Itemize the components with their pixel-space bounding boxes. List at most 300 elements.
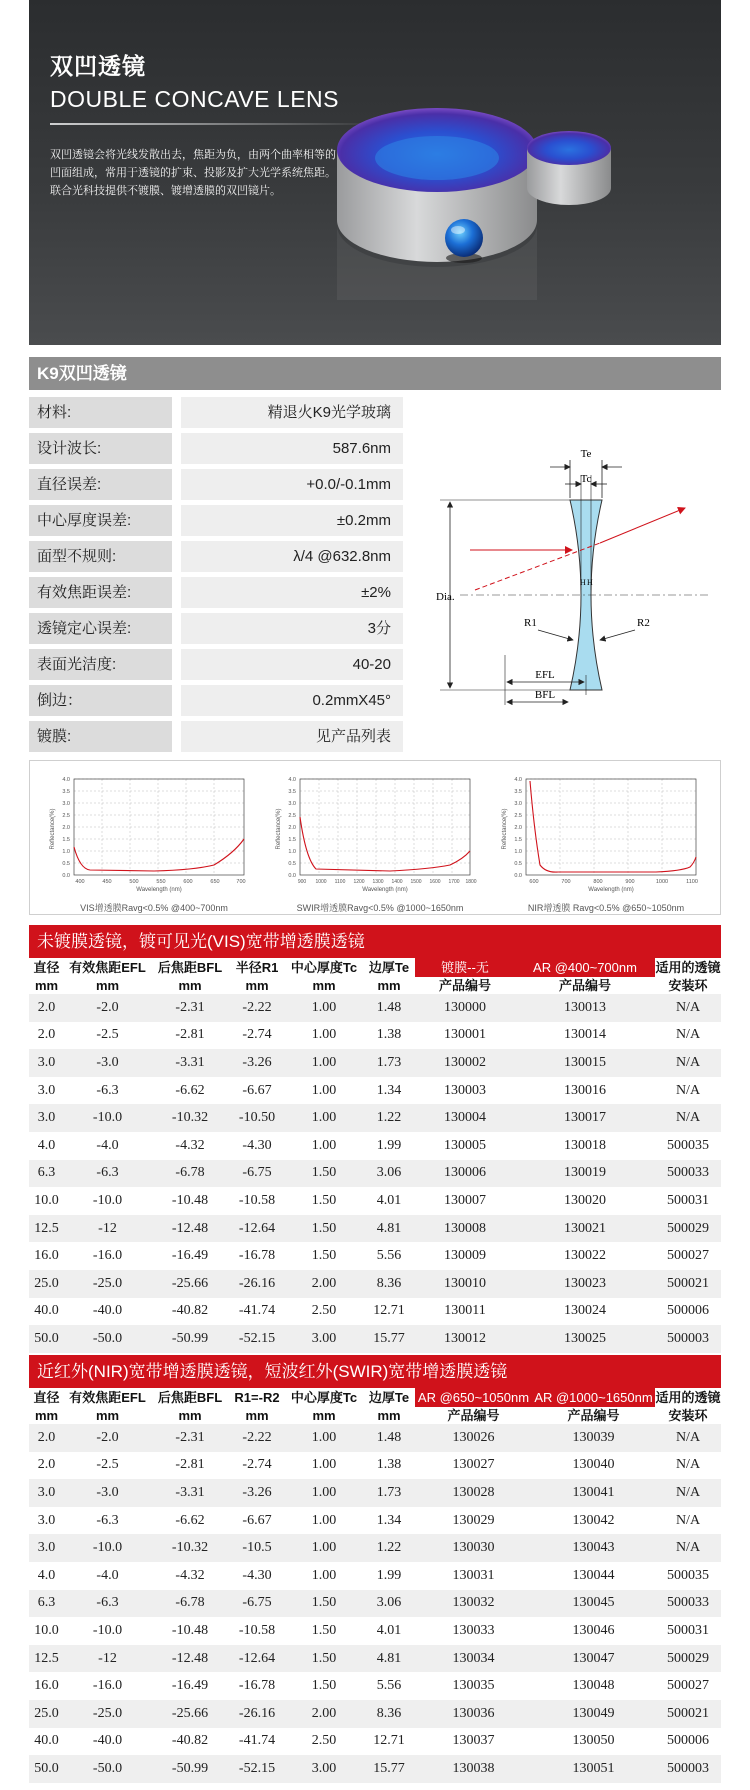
table-cell: 130025 [515, 1325, 655, 1353]
table-row [29, 1534, 721, 1562]
table-row [29, 1728, 721, 1756]
table2-title: 近红外(NIR)宽带增透膜透镜，短波红外(SWIR)宽带增透膜透镜 [29, 1355, 721, 1388]
table-cell: -10.48 [151, 1187, 229, 1215]
table-cell: -52.15 [229, 1755, 285, 1783]
table-cell: -40.82 [151, 1298, 229, 1326]
table-cell: 130021 [515, 1215, 655, 1243]
table-cell: -2.0 [64, 1424, 151, 1452]
table-cell: 2.0 [29, 1424, 64, 1452]
th-unit: mm [285, 1407, 363, 1424]
ytick: 4.0 [288, 777, 296, 783]
table-row [29, 1755, 721, 1783]
table-row [29, 1617, 721, 1645]
table1-title: 未镀膜透镜，镀可见光(VIS)宽带增透膜透镜 [29, 925, 721, 958]
table-cell: 16.0 [29, 1672, 64, 1700]
reflectance-curves [29, 760, 721, 915]
table-cell: -3.0 [64, 1049, 151, 1077]
table-cell: -4.0 [64, 1132, 151, 1160]
table-cell: 40.0 [29, 1298, 64, 1326]
table-cell: N/A [655, 1452, 721, 1480]
table-cell: 500027 [655, 1672, 721, 1700]
table-row [29, 994, 721, 1022]
table-cell: -10.48 [151, 1617, 229, 1645]
table-cell: 1.34 [363, 1077, 415, 1105]
table-cell: 1.99 [363, 1562, 415, 1590]
table-row [29, 1022, 721, 1050]
ytick: 0.5 [288, 861, 296, 867]
th-unit: mm [229, 977, 285, 994]
xtick: 700 [561, 879, 571, 885]
table-cell: 1.00 [285, 1562, 363, 1590]
xlabel: Wavelength (nm) [588, 887, 634, 893]
table-cell: 1.22 [363, 1104, 415, 1132]
label-te: Te [580, 448, 592, 460]
table-cell: 130012 [415, 1325, 515, 1353]
table-cell: 4.01 [363, 1187, 415, 1215]
th-coating-1: 镀膜--无 [415, 958, 515, 977]
table-row [29, 1507, 721, 1535]
xtick: 1300 [372, 879, 384, 885]
table-cell: -50.99 [151, 1755, 229, 1783]
th-te: 边厚Te [363, 1388, 415, 1407]
table2 [29, 1388, 721, 1783]
th-mount: 适用的透镜 [655, 1390, 721, 1405]
spec-value: +0.0/-0.1mm [181, 469, 403, 500]
table-cell: -41.74 [229, 1298, 285, 1326]
table-cell: -25.0 [64, 1270, 151, 1298]
table-cell: -2.5 [64, 1452, 151, 1480]
table-cell: 1.00 [285, 1479, 363, 1507]
spec-value: 3分 [181, 613, 403, 644]
th-dia: 直径 [29, 958, 64, 977]
table-cell: -6.78 [151, 1590, 229, 1618]
swir-curve [270, 769, 480, 897]
table-cell: -12 [64, 1645, 151, 1673]
table-cell: -2.74 [229, 1022, 285, 1050]
table-cell: -12.48 [151, 1215, 229, 1243]
spec-row [29, 721, 403, 752]
th-coating-2: AR @400~700nm [515, 958, 655, 977]
table-cell: 1.50 [285, 1187, 363, 1215]
table-cell: 130044 [532, 1562, 655, 1590]
table-cell: -40.0 [64, 1298, 151, 1326]
table-cell: 1.50 [285, 1590, 363, 1618]
table-row [29, 1132, 721, 1160]
ytick: 3.5 [288, 789, 296, 795]
table-cell: 130032 [415, 1590, 532, 1618]
table-cell: 130001 [415, 1022, 515, 1050]
table-cell: -52.15 [229, 1325, 285, 1353]
table-cell: -6.67 [229, 1507, 285, 1535]
table1 [29, 958, 721, 1353]
th-r: R1=-R2 [229, 1388, 285, 1407]
table-cell: 500006 [655, 1298, 721, 1326]
table-cell: 3.06 [363, 1160, 415, 1188]
th-coating-2: AR @1000~1650nm [532, 1388, 655, 1407]
table-row [29, 1187, 721, 1215]
table-cell: 1.73 [363, 1479, 415, 1507]
table-row [29, 1590, 721, 1618]
xtick: 1100 [334, 879, 346, 885]
table-cell: 130041 [532, 1479, 655, 1507]
xtick: 550 [156, 879, 166, 885]
table-cell: 25.0 [29, 1270, 64, 1298]
xtick: 1600 [429, 879, 441, 885]
table-cell: 2.50 [285, 1298, 363, 1326]
table-cell: 12.5 [29, 1215, 64, 1243]
spec-row [29, 433, 403, 464]
th-unit: mm [64, 1407, 151, 1424]
table-cell: -10.50 [229, 1104, 285, 1132]
table-cell: 130028 [415, 1479, 532, 1507]
table-cell: 130002 [415, 1049, 515, 1077]
label-h1: H [580, 578, 586, 587]
table-cell: 130011 [415, 1298, 515, 1326]
th-mount-2: 安装环 [655, 977, 721, 994]
table-cell: -2.31 [151, 1424, 229, 1452]
table-cell: 500003 [655, 1755, 721, 1783]
table-cell: -50.99 [151, 1325, 229, 1353]
ytick: 3.5 [514, 789, 522, 795]
table-cell: 130033 [415, 1617, 532, 1645]
spec-label: 面型不规则: [29, 541, 172, 572]
ytick: 1.5 [288, 837, 296, 843]
th-part-no: 产品编号 [532, 1407, 655, 1424]
table-cell: 130000 [415, 994, 515, 1022]
ytick: 4.0 [62, 777, 70, 783]
spec-row [29, 505, 403, 536]
table-cell: 500033 [655, 1160, 721, 1188]
table-cell: 130036 [415, 1700, 532, 1728]
table-cell: -10.5 [229, 1534, 285, 1562]
th-tc: 中心厚度Tc [285, 1388, 363, 1407]
table-cell: -16.78 [229, 1672, 285, 1700]
table-cell: 1.50 [285, 1215, 363, 1243]
table-cell: -50.0 [64, 1325, 151, 1353]
ytick: 3.0 [288, 801, 296, 807]
table-cell: 130015 [515, 1049, 655, 1077]
table-cell: 3.0 [29, 1507, 64, 1535]
table-cell: -4.0 [64, 1562, 151, 1590]
table-cell: N/A [655, 994, 721, 1022]
ytick: 2.0 [288, 825, 296, 831]
table-cell: 130013 [515, 994, 655, 1022]
table-cell: 6.3 [29, 1590, 64, 1618]
hero-desc-line: 联合光科技提供不镀膜、镀增透膜的双凹镜片。 [50, 185, 281, 197]
table-cell: -12.64 [229, 1645, 285, 1673]
th-efl: 有效焦距EFL [64, 958, 151, 977]
table-cell: -6.62 [151, 1507, 229, 1535]
th-unit: mm [151, 977, 229, 994]
table-cell: 130017 [515, 1104, 655, 1132]
spec-label: 表面光洁度: [29, 649, 172, 680]
table-row [29, 1325, 721, 1353]
ytick: 1.5 [514, 837, 522, 843]
table-cell: 500029 [655, 1645, 721, 1673]
table-cell: -2.22 [229, 994, 285, 1022]
th-part-no: 产品编号 [415, 1407, 532, 1424]
table-cell: 1.00 [285, 994, 363, 1022]
table-cell: 3.06 [363, 1590, 415, 1618]
table-cell: -6.3 [64, 1507, 151, 1535]
table-row [29, 1298, 721, 1326]
table-cell: -40.82 [151, 1728, 229, 1756]
table-cell: -26.16 [229, 1270, 285, 1298]
spec-value: ±0.2mm [181, 505, 403, 536]
nir-curve [496, 769, 706, 897]
table-cell: 130026 [415, 1424, 532, 1452]
lens-product-photo [329, 70, 721, 345]
label-efl: EFL [535, 669, 555, 681]
table-cell: -12.64 [229, 1215, 285, 1243]
table-cell: 1.73 [363, 1049, 415, 1077]
th-part-no: 产品编号 [515, 977, 655, 994]
spec-value: 0.2mmX45° [181, 685, 403, 716]
table-cell: 130004 [415, 1104, 515, 1132]
table-cell: N/A [655, 1479, 721, 1507]
table-cell: 130038 [415, 1755, 532, 1783]
table-cell: 1.00 [285, 1049, 363, 1077]
label-tc: Tc [580, 473, 592, 485]
table-cell: 3.0 [29, 1049, 64, 1077]
table-cell: 130005 [415, 1132, 515, 1160]
table-cell: N/A [655, 1424, 721, 1452]
table-cell: 130031 [415, 1562, 532, 1590]
spec-row [29, 685, 403, 716]
table-cell: 1.00 [285, 1534, 363, 1562]
table-cell: 3.00 [285, 1325, 363, 1353]
th-unit: mm [151, 1407, 229, 1424]
th-bfl: 后焦距BFL [151, 1388, 229, 1407]
table-cell: 1.00 [285, 1022, 363, 1050]
xlabel: Wavelength (nm) [136, 887, 182, 893]
table-cell: -6.3 [64, 1160, 151, 1188]
ylabel: Reflectance(%) [276, 808, 282, 850]
spec-label: 中心厚度误差: [29, 505, 172, 536]
table-cell: 500006 [655, 1728, 721, 1756]
table-cell: 130048 [532, 1672, 655, 1700]
ytick: 3.0 [62, 801, 70, 807]
table-row [29, 1700, 721, 1728]
label-r1: R1 [524, 617, 537, 629]
th-part-no: 产品编号 [415, 977, 515, 994]
hero-desc-line: 双凹透镜会将光线发散出去，焦距为负，由两个曲率相等的 [50, 149, 336, 161]
vis-curve [44, 769, 254, 897]
table-row [29, 1104, 721, 1132]
table-cell: 130035 [415, 1672, 532, 1700]
ytick: 2.0 [62, 825, 70, 831]
ylabel: Reflectance(%) [502, 808, 508, 850]
table-cell: -50.0 [64, 1755, 151, 1783]
table-cell: 1.38 [363, 1452, 415, 1480]
ytick: 4.0 [514, 777, 522, 783]
table-cell: -2.74 [229, 1452, 285, 1480]
th-coating-1: AR @650~1050nm [415, 1388, 532, 1407]
table-cell: 8.36 [363, 1700, 415, 1728]
th-unit: mm [29, 977, 64, 994]
spec-row [29, 577, 403, 608]
th-efl: 有效焦距EFL [64, 1388, 151, 1407]
table-row [29, 1242, 721, 1270]
spec-value: λ/4 @632.8nm [181, 541, 403, 572]
table-cell: -10.0 [64, 1187, 151, 1215]
table-cell: -3.31 [151, 1049, 229, 1077]
table-cell: 1.00 [285, 1132, 363, 1160]
table-cell: 130046 [532, 1617, 655, 1645]
table-cell: -25.0 [64, 1700, 151, 1728]
xtick: 450 [102, 879, 112, 885]
nir-caption: NIR增透膜 Ravg<0.5% @650~1050nm [527, 903, 685, 913]
ytick: 0.0 [288, 873, 296, 879]
table-cell: 130008 [415, 1215, 515, 1243]
table-cell: 130045 [532, 1590, 655, 1618]
hero-title-en: DOUBLE CONCAVE LENS [50, 86, 339, 112]
spec-row [29, 469, 403, 500]
th-unit: mm [363, 977, 415, 994]
table-cell: -2.5 [64, 1022, 151, 1050]
table-cell: 130029 [415, 1507, 532, 1535]
table-cell: 8.36 [363, 1270, 415, 1298]
table-cell: 1.48 [363, 994, 415, 1022]
table-cell: 500031 [655, 1187, 721, 1215]
table-row [29, 1049, 721, 1077]
xtick: 600 [183, 879, 193, 885]
table-cell: 130024 [515, 1298, 655, 1326]
table-cell: 130019 [515, 1160, 655, 1188]
table-row [29, 1645, 721, 1673]
table-cell: 16.0 [29, 1242, 64, 1270]
table-cell: 25.0 [29, 1700, 64, 1728]
table-cell: 130007 [415, 1187, 515, 1215]
ytick: 2.5 [62, 813, 70, 819]
ylabel: Reflectance(%) [50, 808, 56, 850]
table-cell: -4.32 [151, 1132, 229, 1160]
ytick: 3.5 [62, 789, 70, 795]
table-cell: -4.32 [151, 1562, 229, 1590]
table-row [29, 1160, 721, 1188]
xtick: 1700 [448, 879, 460, 885]
label-dia: Dia. [436, 591, 455, 603]
table-row [29, 1562, 721, 1590]
table-cell: -12.48 [151, 1645, 229, 1673]
ytick: 2.5 [514, 813, 522, 819]
table-cell: 1.22 [363, 1534, 415, 1562]
table-cell: -10.58 [229, 1617, 285, 1645]
table-cell: 3.0 [29, 1479, 64, 1507]
table-cell: 1.00 [285, 1452, 363, 1480]
table-cell: 12.71 [363, 1728, 415, 1756]
table-cell: 130027 [415, 1452, 532, 1480]
table-cell: -16.49 [151, 1672, 229, 1700]
table-cell: 1.00 [285, 1507, 363, 1535]
table-cell: 1.50 [285, 1672, 363, 1700]
th-te: 边厚Te [363, 958, 415, 977]
spec-label: 镀膜: [29, 721, 172, 752]
table-cell: 2.0 [29, 1452, 64, 1480]
table-cell: 12.71 [363, 1298, 415, 1326]
hero-banner [29, 0, 721, 345]
table-row [29, 1424, 721, 1452]
table-cell: -2.0 [64, 994, 151, 1022]
xtick: 650 [210, 879, 220, 885]
table-cell: 1.48 [363, 1424, 415, 1452]
table-cell: -16.78 [229, 1242, 285, 1270]
table-cell: 500035 [655, 1562, 721, 1590]
xtick: 900 [625, 879, 635, 885]
spec-label: 透镜定心误差: [29, 613, 172, 644]
table-cell: 500027 [655, 1242, 721, 1270]
spec-value: 587.6nm [181, 433, 403, 464]
table-cell: -40.0 [64, 1728, 151, 1756]
table-cell: -16.49 [151, 1242, 229, 1270]
table-cell: 5.56 [363, 1672, 415, 1700]
table-cell: 130003 [415, 1077, 515, 1105]
table-cell: -2.22 [229, 1424, 285, 1452]
table-cell: 130042 [532, 1507, 655, 1535]
table-cell: -3.26 [229, 1049, 285, 1077]
table-cell: 500035 [655, 1132, 721, 1160]
ytick: 1.0 [62, 849, 70, 855]
th-dia: 直径 [29, 1388, 64, 1407]
table-cell: 15.77 [363, 1755, 415, 1783]
th-bfl: 后焦距BFL [151, 958, 229, 977]
table-cell: 130050 [532, 1728, 655, 1756]
table-cell: 4.0 [29, 1562, 64, 1590]
ytick: 3.0 [514, 801, 522, 807]
label-r2: R2 [637, 617, 650, 629]
table-cell: 5.56 [363, 1242, 415, 1270]
th-mount: 适用的透镜 [655, 960, 721, 975]
spec-label: 材料: [29, 397, 172, 428]
table-row [29, 1479, 721, 1507]
table-cell: N/A [655, 1534, 721, 1562]
th-unit: mm [64, 977, 151, 994]
table-cell: 12.5 [29, 1645, 64, 1673]
xtick: 400 [75, 879, 85, 885]
table-cell: 500021 [655, 1270, 721, 1298]
table-cell: -6.3 [64, 1590, 151, 1618]
table-cell: 1.00 [285, 1424, 363, 1452]
table-cell: 2.0 [29, 1022, 64, 1050]
table-cell: -10.0 [64, 1617, 151, 1645]
table-cell: 15.77 [363, 1325, 415, 1353]
xlabel: Wavelength (nm) [362, 887, 408, 893]
table-cell: 130034 [415, 1645, 532, 1673]
table-cell: N/A [655, 1022, 721, 1050]
table-row [29, 1452, 721, 1480]
spec-row [29, 613, 403, 644]
table-cell: -10.58 [229, 1187, 285, 1215]
xtick: 1500 [410, 879, 422, 885]
table-cell: 130049 [532, 1700, 655, 1728]
table-cell: 130016 [515, 1077, 655, 1105]
swir-caption: SWIR增透膜Ravg<0.5% @1000~1650nm [296, 903, 464, 913]
table-cell: 1.50 [285, 1617, 363, 1645]
table-cell: -6.3 [64, 1077, 151, 1105]
table-cell: -6.78 [151, 1160, 229, 1188]
table-cell: 2.50 [285, 1728, 363, 1756]
table-cell: N/A [655, 1104, 721, 1132]
table-cell: -2.81 [151, 1022, 229, 1050]
table-cell: -3.0 [64, 1479, 151, 1507]
table-cell: 130047 [532, 1645, 655, 1673]
table-cell: 10.0 [29, 1187, 64, 1215]
table-cell: -3.26 [229, 1479, 285, 1507]
table-cell: 130037 [415, 1728, 532, 1756]
table-cell: 130020 [515, 1187, 655, 1215]
th-unit: mm [229, 1407, 285, 1424]
ytick: 2.5 [288, 813, 296, 819]
